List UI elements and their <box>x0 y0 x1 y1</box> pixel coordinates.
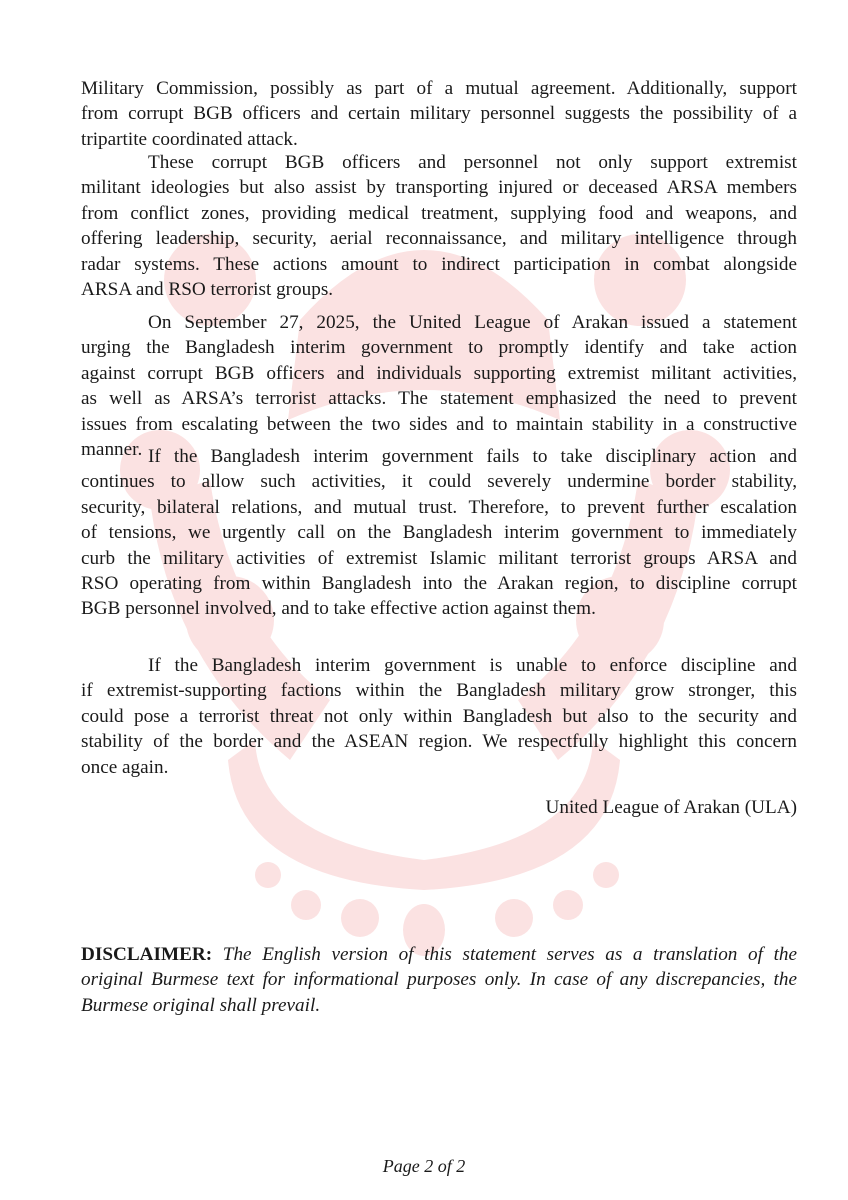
text-line: These corrupt BGB officers and personnel not only support extremist <box>148 152 797 173</box>
text-line: tripartite coordinated attack. <box>81 128 298 150</box>
text-line: manner. <box>81 439 143 461</box>
paragraph-2 <box>81 150 797 302</box>
paragraph-3 <box>81 310 797 462</box>
text-line: from conflict zones, providing medical treatment, supplying food and weapons, and <box>81 202 797 224</box>
text-line: offering leadership, security, aerial reconnaissance, and military intelligence through <box>81 228 797 250</box>
page-number: Page 2 of 2 <box>382 1156 466 1176</box>
text-line: ARSA and RSO terrorist groups. <box>81 279 334 301</box>
text-line: curb the military activities of extremist Islamic militant terrorist groups ARSA and <box>81 547 797 569</box>
paragraph-4 <box>81 444 797 622</box>
disclaimer <box>81 942 797 1018</box>
text-line: radar systems. These actions amount to indirect participation in combat alongside <box>81 253 797 275</box>
text-line: once again. <box>81 756 169 778</box>
text-line: if extremist-supporting factions within the Bangladesh military grow stronger, this <box>81 680 797 702</box>
text-line: If the Bangladesh interim government is unable to enforce discipline and <box>148 655 797 676</box>
text-line: urging the Bangladesh interim government to promptly identify and take action <box>81 337 797 359</box>
text-line: security, bilateral relations, and mutual trust. Therefore, to prevent further escalation <box>81 496 797 518</box>
text-line: of tensions, we urgently call on the Bangladesh interim government to immediately <box>81 522 797 544</box>
disclaimer-label: DISCLAIMER: <box>81 944 213 965</box>
text-line: Military Commission, possibly as part of a mutual agreement. Additionally, support <box>81 78 797 99</box>
disclaimer-text: original Burmese text for informational purposes only. In case of any discrepancies, the <box>81 969 797 991</box>
text-line: as well as ARSA’s terrorist attacks. The statement emphasized the need to prevent <box>81 388 797 410</box>
disclaimer-text: Burmese original shall prevail. <box>81 994 321 1016</box>
paragraph-1 <box>81 76 797 152</box>
text-line: issues from escalating between the two sides and to maintain stability in a constructive <box>81 413 797 435</box>
text-line: RSO operating from within Bangladesh into the Arakan region, to discipline corrupt <box>81 573 797 595</box>
text-line: against corrupt BGB officers and individuals supporting extremist militant activities, <box>81 362 797 384</box>
text-line: could pose a terrorist threat not only within Bangladesh but also to the security and <box>81 705 797 727</box>
signature: United League of Arakan (ULA) <box>545 797 797 818</box>
disclaimer-text: The English version of this statement serves as a translation of the <box>222 944 798 965</box>
text-line: stability of the border and the ASEAN region. We respectfully highlight this concern <box>81 731 797 753</box>
text-line: continues to allow such activities, it could severely undermine border stability, <box>81 471 797 493</box>
text-line: militant ideologies but also assist by transporting injured or deceased ARSA members <box>81 177 797 199</box>
text-line: BGB personnel involved, and to take effective action against them. <box>81 598 596 620</box>
paragraph-5 <box>81 653 797 780</box>
text-line: On September 27, 2025, the United League of Arakan issued a statement <box>148 312 797 333</box>
text-line: from corrupt BGB officers and certain military personnel suggests the possibility of a <box>81 103 797 125</box>
text-line: If the Bangladesh interim government fails to take disciplinary action and <box>148 446 797 467</box>
